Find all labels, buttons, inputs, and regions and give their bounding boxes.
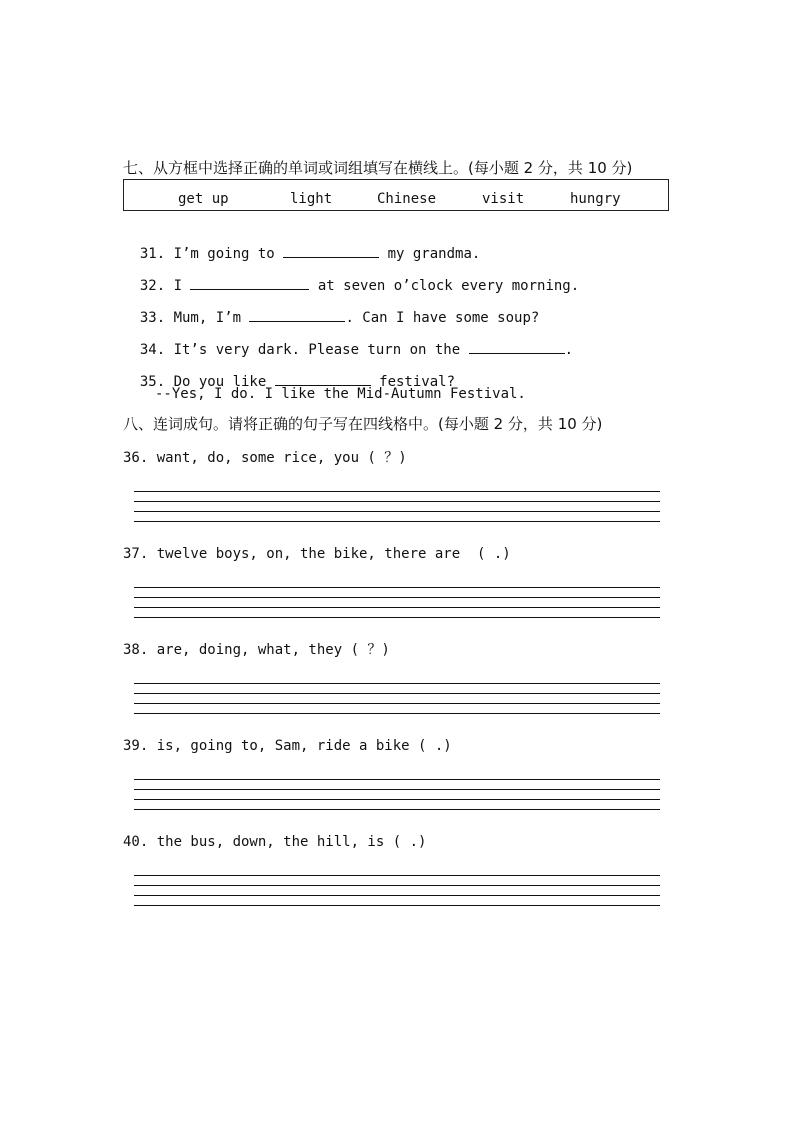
question-34: 34. It’s very dark. Please turn on the . — [123, 321, 573, 359]
four-line-grid-37[interactable] — [134, 587, 660, 619]
answer-blank[interactable] — [190, 275, 309, 290]
question-37: 37. twelve boys, on, the bike, there are ( .) — [123, 546, 511, 562]
answer-blank[interactable] — [283, 243, 379, 258]
section8-heading: 八、连词成句。请将正确的句子写在四线格中。(每小题 2 分，共 10 分) — [123, 415, 603, 433]
section7-heading: 七、从方框中选择正确的单词或词组填写在横线上。(每小题 2 分，共 10 分) — [123, 159, 633, 177]
answer-35-text: --Yes, I do. I like the Mid-Autumn Festival. — [155, 386, 526, 402]
word-option: get up — [178, 191, 229, 207]
question-32: 32. I at seven o’clock every morning. — [123, 257, 579, 295]
question-36: 36. want, do, some rice, you ( ？) — [123, 450, 407, 466]
word-box — [123, 179, 669, 211]
word-option: light — [290, 191, 333, 207]
word-option: hungry — [570, 191, 621, 207]
four-line-grid-38[interactable] — [134, 683, 660, 715]
word-option: visit — [482, 191, 525, 207]
word-option: Chinese — [377, 191, 437, 207]
question-33: 33. Mum, I’m . Can I have some soup? — [123, 289, 539, 327]
four-line-grid-36[interactable] — [134, 491, 660, 523]
four-line-grid-39[interactable] — [134, 779, 660, 811]
four-line-grid-40[interactable] — [134, 875, 660, 907]
answer-blank[interactable] — [275, 371, 371, 386]
question-38: 38. are, doing, what, they ( ？) — [123, 642, 390, 658]
question-40: 40. the bus, down, the hill, is ( .) — [123, 834, 427, 850]
answer-blank[interactable] — [249, 307, 345, 322]
question-39: 39. is, going to, Sam, ride a bike ( .) — [123, 738, 452, 754]
question-35: 35. Do you like festival? — [123, 353, 455, 391]
answer-blank[interactable] — [469, 339, 565, 354]
question-31: 31. I’m going to my grandma. — [123, 225, 480, 263]
